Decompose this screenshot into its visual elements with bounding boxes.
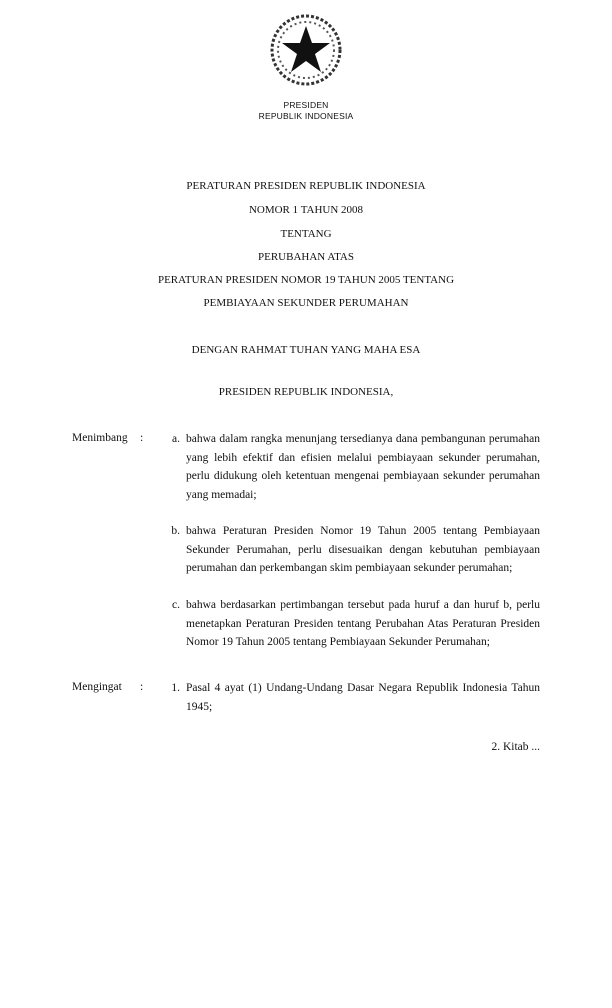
colon: : <box>140 432 144 444</box>
menimbang-item <box>160 522 540 578</box>
title-line: PERATURAN PRESIDEN NOMOR 19 TAHUN 2005 TENTANG <box>157 274 455 286</box>
item-text: bahwa Peraturan Presiden Nomor 19 Tahun 2005 tentang Pembiayaan Sekunder Perumahan, perlu disesuaikan dengan kebutuhan pembiayaan perumahan dan perkembangan skim pembiayaan sekunder perumahan; <box>186 525 540 575</box>
letterhead-line1: PRESIDEN <box>283 100 329 110</box>
menimbang-item <box>160 430 540 505</box>
item-text: bahwa berdasarkan pertimbangan tersebut pada huruf a dan huruf b, perlu menetapkan Peraturan Presiden tentang Perubahan Atas Peraturan Presiden Nomor 19 Tahun 2005 tentang Pembiayaan Sekunder Perumahan; <box>186 599 540 649</box>
title-line: PERATURAN PRESIDEN REPUBLIK INDONESIA <box>186 180 426 192</box>
item-number: 1. <box>171 682 180 694</box>
title-line: NOMOR 1 TAHUN 2008 <box>248 204 364 216</box>
mengingat-label: Mengingat <box>72 681 122 693</box>
item-number: c. <box>172 599 180 611</box>
preamble-president: PRESIDEN REPUBLIK INDONESIA, <box>218 386 394 398</box>
letterhead-line2: REPUBLIK INDONESIA <box>258 111 354 121</box>
colon: : <box>140 681 144 693</box>
title-line: PEMBIAYAAN SEKUNDER PERUMAHAN <box>203 297 409 309</box>
menimbang-label: Menimbang <box>72 432 128 444</box>
title-line: TENTANG <box>280 228 332 240</box>
preamble-grace: DENGAN RAHMAT TUHAN YANG MAHA ESA <box>191 344 421 356</box>
continuation-marker: 2. Kitab ... <box>491 741 540 753</box>
item-number: b. <box>171 525 180 537</box>
item-text: Pasal 4 ayat (1) Undang-Undang Dasar Negara Republik Indonesia Tahun 1945; <box>186 682 540 713</box>
mengingat-item <box>160 679 540 716</box>
menimbang-item <box>160 596 540 652</box>
presidential-emblem-icon <box>268 12 344 88</box>
item-text: bahwa dalam rangka menunjang tersedianya dana pembangunan perumahan yang lebih efektif dan efisien melalui pembiayaan sekunder perumahan, perlu didukung oleh ketentuan mengenai pembiayaan sekunder perumahan yang memadai; <box>186 433 540 502</box>
title-line: PERUBAHAN ATAS <box>258 251 354 263</box>
item-number: a. <box>172 433 180 445</box>
